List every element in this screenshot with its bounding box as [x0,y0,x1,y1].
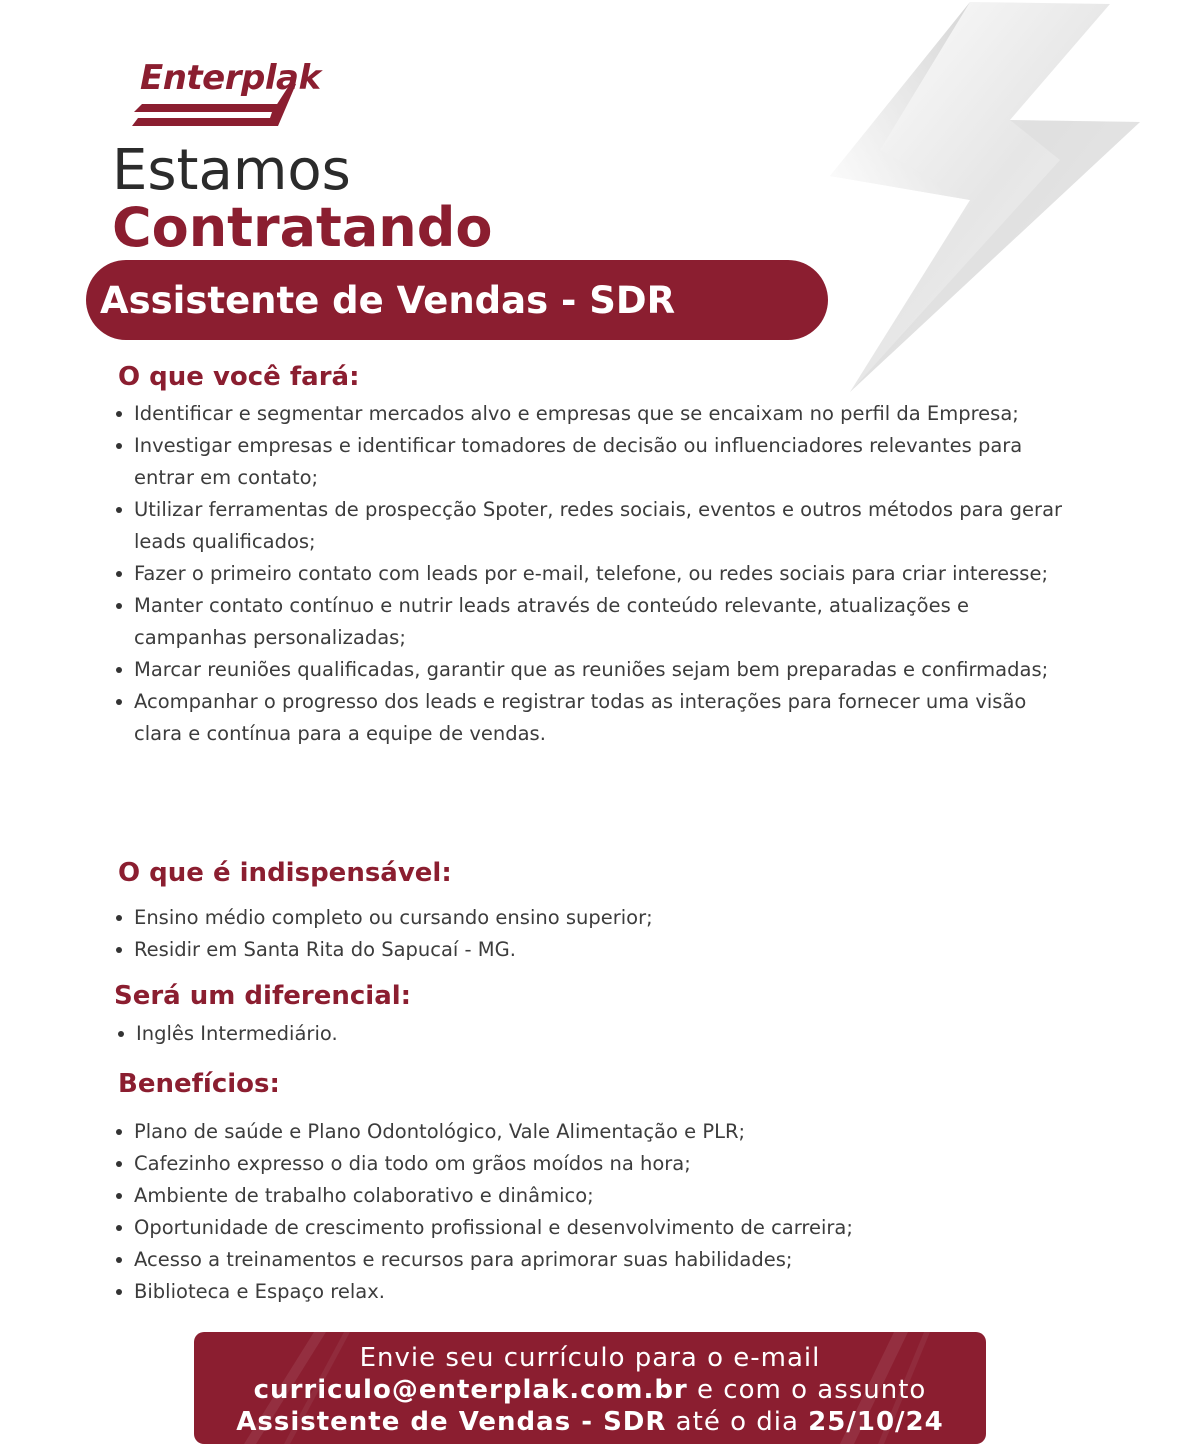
list-item: Oportunidade de crescimento profissional e desenvolvimento de carreira; [114,1212,1074,1244]
lightning-bolt-graphic [820,0,1150,400]
enterplak-logo [132,56,352,128]
list-item: Utilizar ferramentas de prospecção Spoter, redes sociais, eventos e outros métodos para gerar leads qualificados; [114,494,1074,558]
headline-estamos: Estamos [112,138,351,203]
section-title-differential: Será um diferencial: [114,981,412,1011]
section-title-benefits: Benefícios: [118,1069,280,1099]
list-item: Fazer o primeiro contato com leads por e-mail, telefone, ou redes sociais para criar interesse; [114,558,1074,590]
list-item: Inglês Intermediário. [116,1018,1076,1050]
benefits-list [114,1116,1074,1308]
section-title-requirements: O que é indispensável: [118,858,452,888]
cta-date: 25/10/24 [808,1407,944,1437]
cta-until: até o dia [666,1407,809,1437]
list-item: Ensino médio completo ou cursando ensino superior; [114,902,1074,934]
cta-email-link[interactable]: curriculo@enterplak.com.br [253,1375,688,1405]
list-item: Investigar empresas e identificar tomadores de decisão ou influenciadores relevantes para entrar em contato; [114,430,1074,494]
section-title-tasks: O que você fará: [118,362,360,392]
cta-subject: Assistente de Vendas - SDR [236,1407,667,1437]
list-item: Acompanhar o progresso dos leads e registrar todas as interações para fornecer uma visão clara e contínua para a equipe de vendas. [114,686,1074,750]
list-item: Plano de saúde e Plano Odontológico, Vale Alimentação e PLR; [114,1116,1074,1148]
cta-line-3 [194,1406,986,1438]
headline-contratando: Contratando [112,196,493,259]
list-item: Marcar reuniões qualificadas, garantir que as reuniões sejam bem preparadas e confirmadas; [114,654,1074,686]
logo-wordmark: Enterplak [140,58,321,98]
job-title: Assistente de Vendas - SDR [100,278,676,322]
requirements-list [114,902,1074,966]
cta-line-1: Envie seu currículo para o e-mail [359,1343,821,1373]
differential-list [116,1018,1076,1050]
cta-line-2 [194,1374,986,1406]
list-item: Biblioteca e Espaço relax. [114,1276,1074,1308]
list-item: Residir em Santa Rita do Sapucaí - MG. [114,934,1074,966]
tasks-list [114,398,1074,750]
cta-line-2-rest: e com o assunto [687,1375,927,1405]
application-cta-box [194,1332,986,1444]
list-item: Cafezinho expresso o dia todo om grãos moídos na hora; [114,1148,1074,1180]
job-title-banner [86,260,828,340]
list-item: Manter contato contínuo e nutrir leads através de conteúdo relevante, atualizações e campanhas personalizadas; [114,590,1074,654]
list-item: Ambiente de trabalho colaborativo e dinâmico; [114,1180,1074,1212]
list-item: Identificar e segmentar mercados alvo e empresas que se encaixam no perfil da Empresa; [114,398,1074,430]
list-item: Acesso a treinamentos e recursos para aprimorar suas habilidades; [114,1244,1074,1276]
